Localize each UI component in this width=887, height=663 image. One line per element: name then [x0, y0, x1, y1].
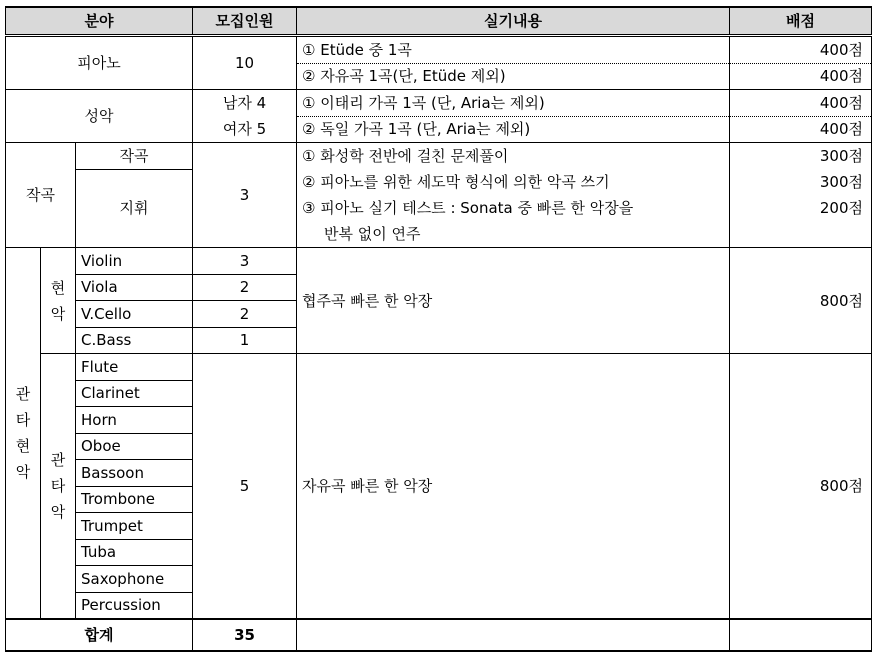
instrument-tuba: Tuba	[76, 539, 193, 566]
header-row	[6, 7, 872, 36]
orchestra-field-label: 관타현악	[15, 385, 31, 481]
composition-scores	[730, 143, 872, 248]
quota-contrabass: 1	[193, 327, 297, 354]
instrument-bassoon: Bassoon	[76, 460, 193, 487]
winds-field-label: 관타악	[50, 451, 66, 521]
strings-score: 800점	[730, 248, 872, 354]
vocal-score-1: 400점	[730, 90, 872, 117]
vocal-item-1: ① 이태리 가곡 1곡 (단, Aria는 제외)	[297, 90, 730, 117]
piano-field: 피아노	[6, 36, 193, 90]
composition-field: 작곡	[6, 143, 76, 248]
total-score-empty	[730, 619, 872, 651]
instrument-flute: Flute	[76, 354, 193, 381]
instrument-trumpet: Trumpet	[76, 513, 193, 540]
instrument-clarinet: Clarinet	[76, 380, 193, 407]
audition-table	[5, 6, 872, 652]
strings-field	[41, 248, 76, 354]
total-quota: 35	[193, 619, 297, 651]
composition-quota: 3	[193, 143, 297, 248]
instrument-violin: Violin	[76, 248, 193, 275]
orchestra-field	[6, 248, 41, 620]
composition-sub-composition: 작곡	[76, 143, 193, 170]
instrument-cello: V.Cello	[76, 301, 193, 328]
composition-sub-conducting: 지휘	[76, 169, 193, 248]
piano-item-2: ② 자유곡 1곡(단, Etüde 제외)	[297, 63, 730, 90]
vocal-row-1	[6, 90, 872, 117]
piano-row-1	[6, 36, 872, 64]
piano-score-2: 400점	[730, 63, 872, 90]
winds-field	[41, 354, 76, 620]
piano-quota: 10	[193, 36, 297, 90]
instrument-contrabass: C.Bass	[76, 327, 193, 354]
composition-item-2: ② 피아노를 위한 세도막 형식에 의한 악곡 쓰기	[302, 173, 610, 191]
composition-score-3: 200점	[819, 199, 863, 217]
quota-viola: 2	[193, 274, 297, 301]
composition-item-3: ③ 피아노 실기 테스트 : Sonata 중 빠른 한 악장을	[302, 199, 634, 217]
header-quota: 모집인원	[193, 7, 297, 36]
total-row	[6, 619, 872, 651]
winds-row-1	[6, 354, 872, 381]
composition-item-1: ① 화성학 전반에 걸친 문제풀이	[302, 147, 509, 165]
total-content-empty	[297, 619, 730, 651]
composition-item-3-cont: 반복 없이 연주	[324, 225, 421, 243]
composition-score-1: 300점	[819, 147, 863, 165]
vocal-score-2: 400점	[730, 116, 872, 143]
strings-content: 협주곡 빠른 한 악장	[297, 248, 730, 354]
piano-item-1: ① Etüde 중 1곡	[297, 36, 730, 64]
header-content: 실기내용	[297, 7, 730, 36]
piano-score-1: 400점	[730, 36, 872, 64]
vocal-item-2: ② 독일 가곡 1곡 (단, Aria는 제외)	[297, 116, 730, 143]
total-label: 합계	[6, 619, 193, 651]
header-score: 배점	[730, 7, 872, 36]
instrument-trombone: Trombone	[76, 486, 193, 513]
vocal-field: 성악	[6, 90, 193, 143]
composition-score-2: 300점	[819, 173, 863, 191]
instrument-horn: Horn	[76, 407, 193, 434]
instrument-percussion: Percussion	[76, 592, 193, 619]
instrument-oboe: Oboe	[76, 433, 193, 460]
winds-content: 자유곡 빠른 한 악장	[297, 354, 730, 620]
vocal-quota-male: 남자 4	[193, 90, 297, 117]
header-field: 분야	[6, 7, 193, 36]
winds-quota: 5	[193, 354, 297, 620]
quota-violin: 3	[193, 248, 297, 275]
quota-cello: 2	[193, 301, 297, 328]
instrument-viola: Viola	[76, 274, 193, 301]
composition-items	[297, 143, 730, 248]
winds-score: 800점	[730, 354, 872, 620]
instrument-saxophone: Saxophone	[76, 566, 193, 593]
strings-field-label: 현악	[50, 278, 66, 323]
vocal-quota-female: 여자 5	[193, 116, 297, 143]
strings-row-1	[6, 248, 872, 275]
